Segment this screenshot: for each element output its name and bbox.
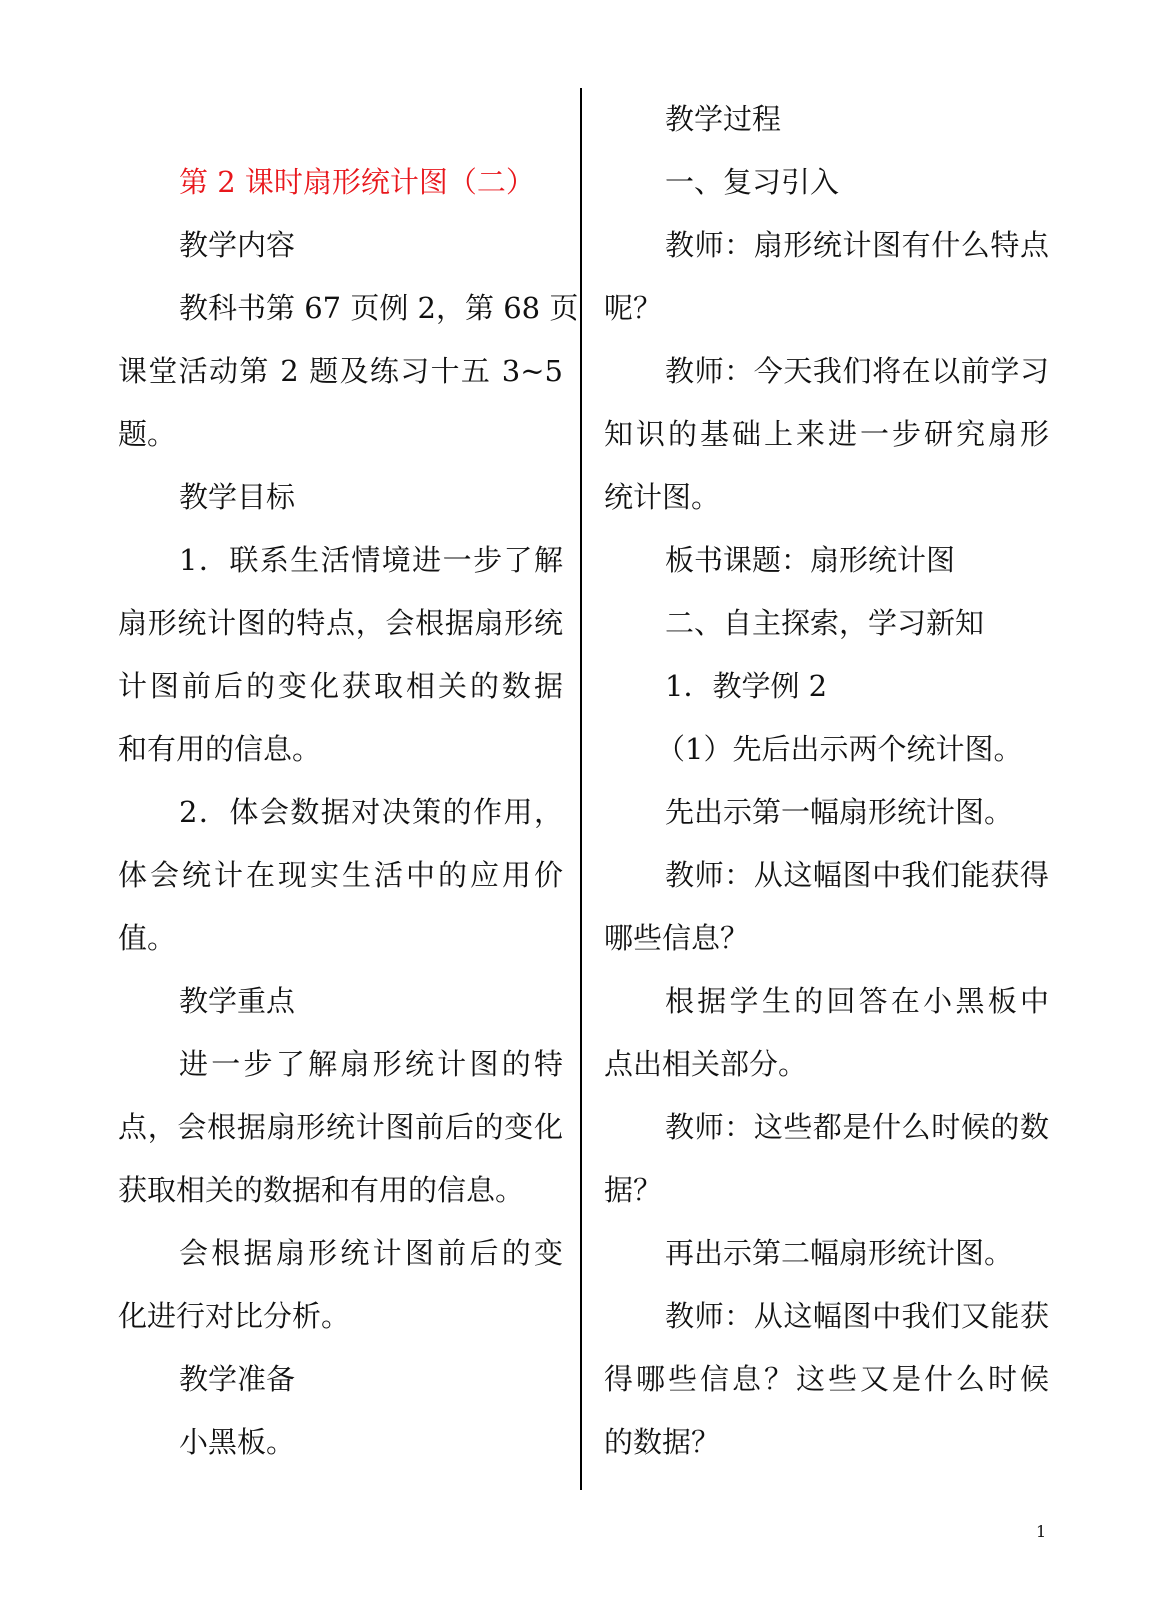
key-points-heading: 教学重点 (179, 984, 296, 1018)
content-text-line: 题。 (118, 417, 177, 451)
teacher-line: 教师：从这幅图中我们能获得 (665, 858, 1049, 892)
objective-line: 体会统计在现实生活中的应用价 (118, 858, 563, 892)
page-number: 1 (1036, 1522, 1047, 1541)
content-heading: 教学内容 (179, 228, 296, 262)
key-points-line: 获取相关的数据和有用的信息。 (118, 1173, 525, 1207)
teacher-line: 据？ (604, 1173, 663, 1207)
content-text-line: 教科书第 67 页例 2，第 68 页 (179, 291, 579, 325)
objective-line: 计图前后的变化获取相关的数据 (118, 669, 563, 703)
difficulty-line: 化进行对比分析。 (118, 1299, 351, 1333)
teacher-line: 教师：今天我们将在以前学习 (665, 354, 1049, 388)
show-chart-line: 先出示第一幅扇形统计图。 (665, 795, 1014, 829)
objectives-heading: 教学目标 (179, 480, 296, 514)
process-heading: 教学过程 (665, 102, 782, 136)
example-line: 1．教学例 2 (665, 669, 828, 703)
preparation-text: 小黑板。 (179, 1425, 296, 1459)
difficulty-line: 会根据扇形统计图前后的变 (179, 1236, 563, 1270)
step-line: （1）先后出示两个统计图。 (656, 732, 1023, 766)
preparation-heading: 教学准备 (179, 1362, 296, 1396)
objective-line: 和有用的信息。 (118, 732, 322, 766)
column-divider (580, 88, 582, 1490)
lesson-title: 第 2 课时扇形统计图（二） (179, 165, 535, 199)
teacher-line: 的数据？ (604, 1425, 721, 1459)
content-text-line: 课堂活动第 2 题及练习十五 3~5 (118, 354, 563, 388)
objective-line: 值。 (118, 921, 177, 955)
show-chart-line: 再出示第二幅扇形统计图。 (665, 1236, 1014, 1270)
teacher-line: 呢？ (604, 291, 663, 325)
answer-note-line: 点出相关部分。 (604, 1047, 808, 1081)
section-heading: 二、自主探索，学习新知 (665, 606, 985, 640)
teacher-line: 得哪些信息？这些又是什么时候 (604, 1362, 1049, 1396)
objective-line: 2．体会数据对决策的作用， (179, 795, 563, 829)
key-points-line: 点，会根据扇形统计图前后的变化 (118, 1110, 563, 1144)
objective-line: 扇形统计图的特点，会根据扇形统 (118, 606, 563, 640)
teacher-line: 教师：从这幅图中我们又能获 (665, 1299, 1049, 1333)
answer-note-line: 根据学生的回答在小黑板中 (665, 984, 1049, 1018)
key-points-line: 进一步了解扇形统计图的特 (179, 1047, 563, 1081)
teacher-line: 教师：扇形统计图有什么特点 (665, 228, 1049, 262)
objective-line: 1．联系生活情境进一步了解 (179, 543, 563, 577)
teacher-line: 哪些信息？ (604, 921, 750, 955)
section-heading: 一、复习引入 (665, 165, 840, 199)
teacher-line: 知识的基础上来进一步研究扇形 (604, 417, 1049, 451)
board-title-line: 板书课题：扇形统计图 (665, 543, 956, 577)
teacher-line: 统计图。 (604, 480, 721, 514)
teacher-line: 教师：这些都是什么时候的数 (665, 1110, 1049, 1144)
